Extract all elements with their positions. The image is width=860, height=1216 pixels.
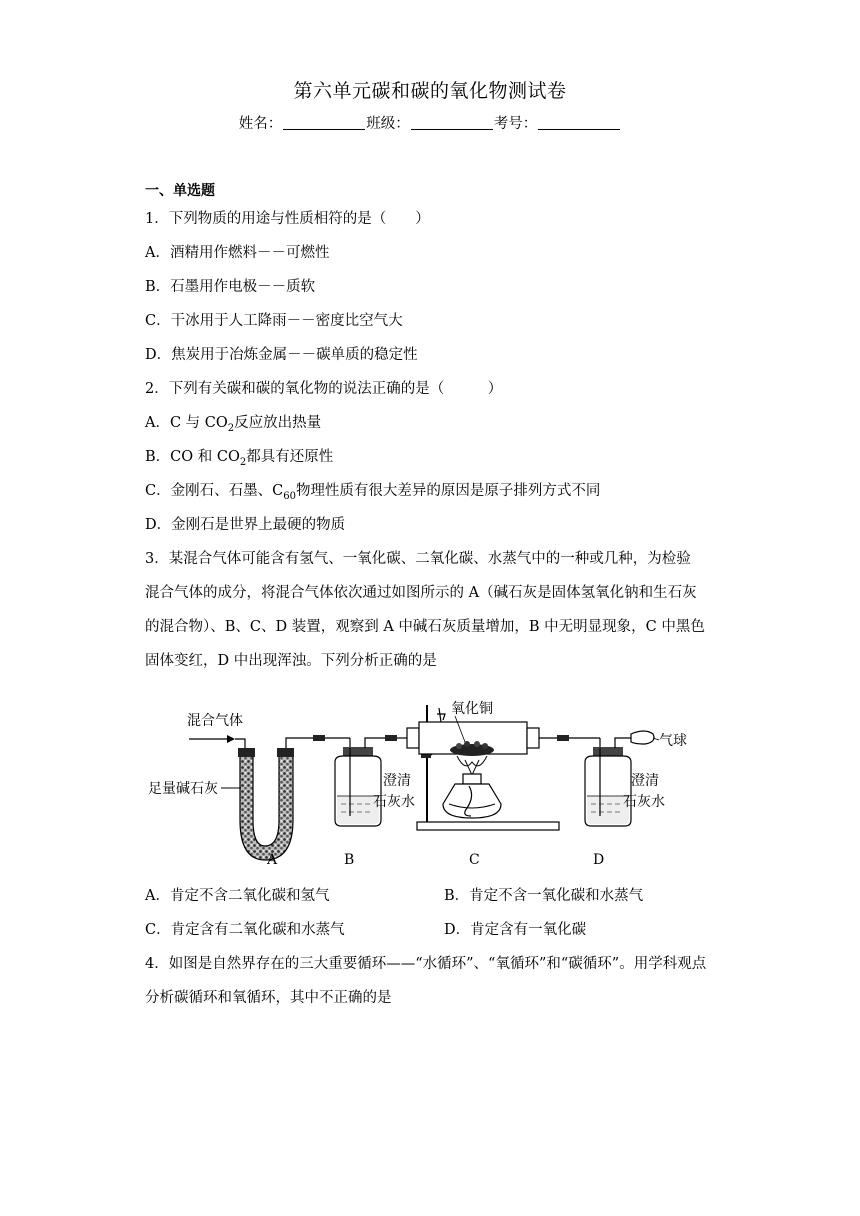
q4-line-1: 4．如图是自然界存在的三大重要循环——“水循环”、“氧循环”和“碳循环”。用学科观点 xyxy=(145,956,707,972)
class-blank[interactable] xyxy=(411,115,493,130)
q1-option-b: B．石墨用作电极－－质软 xyxy=(145,279,316,295)
label-sodalime: 足量碱石灰 xyxy=(148,781,218,797)
name-label: 姓名： xyxy=(238,116,283,132)
apparatus-diagram xyxy=(145,700,725,875)
exam-no-label: 考号： xyxy=(493,116,538,132)
q2-a-post: 反应放出热量 xyxy=(234,415,322,431)
u-tube-a xyxy=(148,712,317,860)
exam-no-blank[interactable] xyxy=(538,115,620,130)
combustion-tube-c xyxy=(407,700,559,830)
name-blank[interactable] xyxy=(283,115,365,130)
q3-line-4: 固体变红，D 中出现浑浊。下列分析正确的是 xyxy=(145,653,437,669)
q2-c-pre: C．金刚石、石墨、C xyxy=(145,483,284,499)
label-clear-b: 澄清 xyxy=(383,773,411,789)
q3-option-b: B．肯定不含一氧化碳和水蒸气 xyxy=(444,888,644,904)
flask-d xyxy=(585,731,687,826)
label-limewater-b: 石灰水 xyxy=(373,794,415,810)
balloon-icon xyxy=(631,731,654,744)
q3-line-3: 的混合物）、B、C、D 装置，观察到 A 中碱石灰质量增加，B 中无明显现象，C 中黑色 xyxy=(145,619,705,635)
label-clear-d: 澄清 xyxy=(631,773,659,789)
section-title: 一、单选题 xyxy=(145,183,215,199)
q1-option-d: D．焦炭用于冶炼金属－－碳单质的稳定性 xyxy=(145,347,418,363)
q2-b-sub: 2 xyxy=(239,456,247,468)
q2-a-sub: 2 xyxy=(227,422,235,434)
q2-option-d: D．金刚石是世界上最硬的物质 xyxy=(145,517,346,533)
q1-option-c: C．干冰用于人工降雨－－密度比空气大 xyxy=(145,313,403,329)
q3-line-2: 混合气体的成分，将混合气体依次通过如图所示的 A（碱石灰是固体氢氧化钠和生石灰 xyxy=(145,585,697,601)
label-copper-oxide: 氧化铜 xyxy=(451,701,493,717)
student-info-row xyxy=(0,112,860,133)
label-apparatus-d: D xyxy=(593,852,605,868)
q1-option-a: A．酒精用作燃料－－可燃性 xyxy=(145,245,330,261)
arrow-head-icon xyxy=(227,735,235,743)
label-balloon: 气球 xyxy=(659,733,687,749)
q1-stem: 1．下列物质的用途与性质相符的是（ ） xyxy=(145,211,430,227)
q2-c-post: 物理性质有很大差异的原因是原子排列方式不同 xyxy=(295,483,601,499)
q3-option-c: C．肯定含有二氧化碳和水蒸气 xyxy=(145,922,345,938)
q4-line-2: 分析碳循环和氧循环，其中不正确的是 xyxy=(145,990,392,1006)
flask-b xyxy=(335,738,415,826)
q3-line-1: 3．某混合气体可能含有氢气、一氧化碳、二氧化碳、水蒸气中的一种或几种，为检验 xyxy=(145,551,691,567)
label-apparatus-c: C xyxy=(469,852,480,868)
q2-option-b xyxy=(145,445,333,468)
q2-b-post: 都具有还原性 xyxy=(246,449,334,465)
label-mixed-gas: 混合气体 xyxy=(187,713,243,729)
page-title: 第六单元碳和碳的氧化物测试卷 xyxy=(293,80,567,102)
label-apparatus-b: B xyxy=(344,852,355,868)
label-apparatus-a: A xyxy=(267,852,278,868)
q2-a-pre: A．C 与 CO xyxy=(145,415,228,431)
q2-option-c xyxy=(145,479,600,502)
q2-stem: 2．下列有关碳和碳的氧化物的说法正确的是（ ） xyxy=(145,381,503,397)
q2-option-a xyxy=(145,411,321,434)
class-label: 班级： xyxy=(366,116,410,132)
q2-b-pre: B．CO 和 CO xyxy=(145,449,240,465)
label-limewater-d: 石灰水 xyxy=(623,794,665,810)
q3-option-a: A．肯定不含二氧化碳和氢气 xyxy=(145,888,330,904)
q3-option-d: D．肯定含有一氧化碳 xyxy=(444,922,587,938)
q2-c-sub: 60 xyxy=(283,490,296,502)
